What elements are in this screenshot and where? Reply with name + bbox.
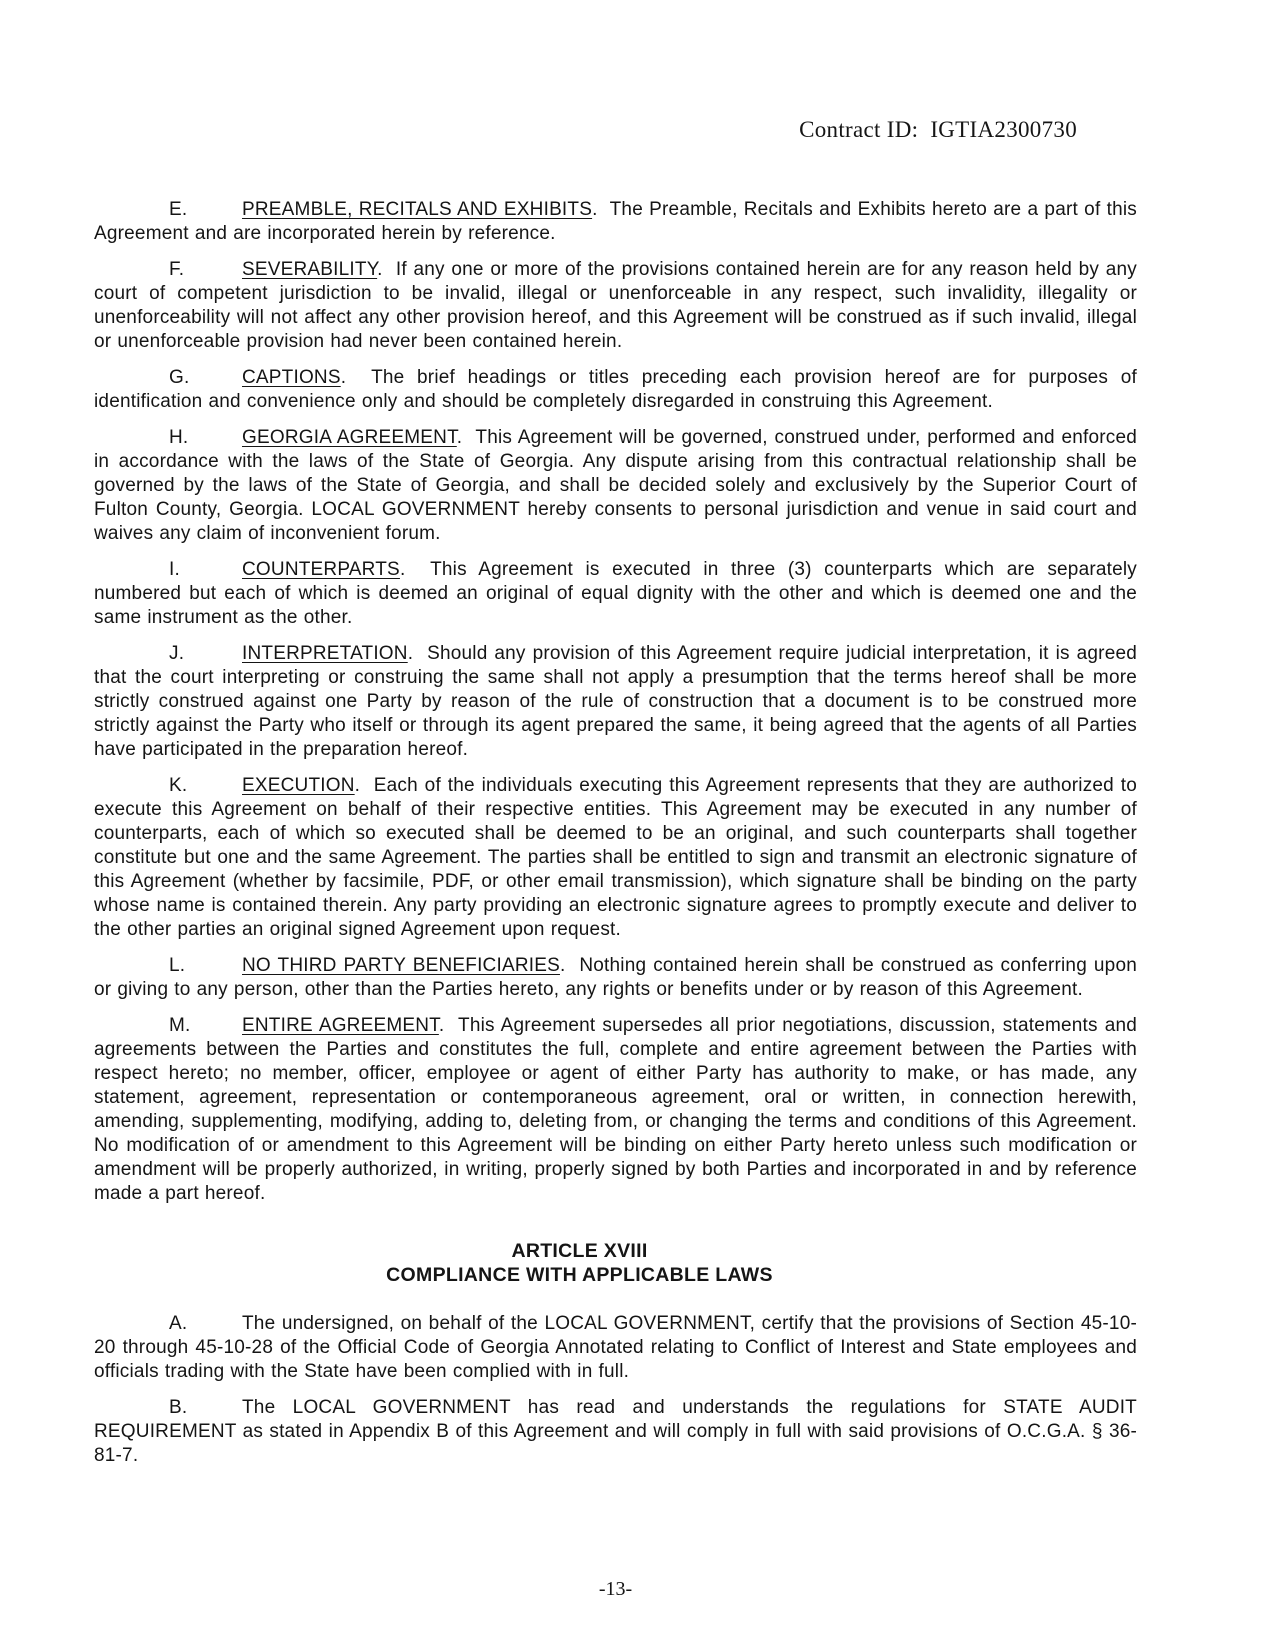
- clause-letter: G.: [169, 367, 190, 388]
- clause-heading: EXECUTION: [242, 775, 355, 796]
- clause-paragraph: B. The LOCAL GOVERNMENT has read and understands the regulations for STATE AUDIT REQUIREMENT as stated in Appendix B of this Agreement and will comply in full with said provisions of O.C.G.A. § 36-81-7.: [94, 1397, 1137, 1466]
- clause-letter: B.: [169, 1397, 188, 1418]
- clause-heading: GEORGIA AGREEMENT: [242, 427, 457, 448]
- clause-paragraph: M. ENTIRE AGREEMENT. This Agreement supersedes all prior negotiations, discussion, statements and agreements between the Parties and constitutes the full, complete and entire agreement between the Parties with respect hereto; no member, officer, employee or agent of either Party has authority to make, or has made, any statement, agreement, representation or contemporaneous agreement, oral or written, in connection herewith, amending, supplementing, modifying, adding to, deleting from, or changing the terms and conditions of this Agreement. No modification of or amendment to this Agreement will be binding on either Party hereto unless such modification or amendment will be properly authorized, in writing, properly signed by both Parties and incorporated in and by reference made a part hereof.: [94, 1015, 1137, 1204]
- clause-letter: H.: [169, 427, 189, 448]
- clause-heading: CAPTIONS: [242, 367, 341, 388]
- clause-paragraph: E. PREAMBLE, RECITALS AND EXHIBITS. The Preamble, Recitals and Exhibits hereto are a part of this Agreement and are incorporated herein by reference.: [94, 199, 1137, 244]
- clause-paragraph: F. SEVERABILITY. If any one or more of the provisions contained herein are for any reason held by any court of competent jurisdiction to be invalid, illegal or unenforceable in any respect, such invalidity, illegality or unenforceability will not affect any other provision hereof, and this Agreement will be construed as if such invalid, illegal or unenforceable provision had never been contained herein.: [94, 259, 1137, 352]
- article-subtitle: COMPLIANCE WITH APPLICABLE LAWS: [386, 1264, 773, 1286]
- clause-paragraph: A. The undersigned, on behalf of the LOCAL GOVERNMENT, certify that the provisions of Section 45-10-20 through 45-10-28 of the Official Code of Georgia Annotated relating to Conflict of Interest and State employees and officials trading with the State have been complied with in full.: [94, 1313, 1137, 1382]
- clause-heading: SEVERABILITY: [242, 259, 378, 280]
- clause-heading: NO THIRD PARTY BENEFICIARIES: [242, 955, 560, 976]
- article-title: ARTICLE XVIII: [511, 1240, 648, 1262]
- clause-paragraph: H. GEORGIA AGREEMENT. This Agreement will be governed, construed under, performed and enforced in accordance with the laws of the State of Georgia. Any dispute arising from this contractual relationship shall be governed by the laws of the State of Georgia, and shall be decided solely and exclusively by the Superior Court of Fulton County, Georgia. LOCAL GOVERNMENT hereby consents to personal jurisdiction and venue in said court and waives any claim of inconvenient forum.: [94, 427, 1138, 544]
- clause-paragraph: K. EXECUTION. Each of the individuals executing this Agreement represents that they are authorized to execute this Agreement on behalf of their respective entities. This Agreement may be executed in any number of counterparts, each of which so executed shall be deemed to be an original, and such counterparts shall together constitute but one and the same Agreement. The parties shall be entitled to sign and transmit an electronic signature of this Agreement (whether by facsimile, PDF, or other email transmission), which signature shall be binding on the party whose name is contained therein. Any party providing an electronic signature agrees to promptly execute and deliver to the other parties an original signed Agreement upon request.: [94, 775, 1137, 940]
- contract-id-line: [94, 116, 1137, 144]
- clause-letter: E.: [169, 199, 188, 220]
- page-number: -13-: [598, 1578, 633, 1600]
- article-heading-block: [58, 1239, 1101, 1287]
- clause-paragraph: G. CAPTIONS. The brief headings or titles preceding each provision hereof are for purposes of identification and convenience only and should be completely disregarded in construing this Agreement.: [94, 367, 1137, 412]
- general-provisions-clauses: [94, 198, 1137, 1206]
- clause-paragraph: L. NO THIRD PARTY BENEFICIARIES. Nothing contained herein shall be construed as conferring upon or giving to any person, other than the Parties hereto, any rights or benefits under or by reason of this Agreement.: [94, 955, 1137, 1000]
- clause-letter: J.: [169, 643, 185, 664]
- contract-id-label: Contract ID:: [799, 117, 919, 142]
- clause-heading: ENTIRE AGREEMENT: [242, 1015, 439, 1036]
- clause-heading: PREAMBLE, RECITALS AND EXHIBITS: [242, 199, 593, 220]
- clause-heading: INTERPRETATION: [242, 643, 408, 664]
- clause-letter: I.: [169, 559, 180, 580]
- clause-paragraph: I. COUNTERPARTS. This Agreement is executed in three (3) counterparts which are separately numbered but each of which is deemed an original of equal dignity with the other and which is deemed one and the same instrument as the other.: [94, 559, 1138, 628]
- contract-id-value: IGTIA2300730: [930, 117, 1077, 142]
- clause-heading: COUNTERPARTS: [242, 559, 400, 580]
- clause-letter: F.: [169, 259, 185, 280]
- clause-paragraph: J. INTERPRETATION. Should any provision of this Agreement require judicial interpretation, it is agreed that the court interpreting or construing the same shall not apply a presumption that the terms hereof shall be more strictly construed against one Party by reason of the rule of construction that a document is to be construed more strictly against the Party who itself or through its agent prepared the same, it being agreed that the agents of all Parties have participated in the preparation hereof.: [94, 643, 1137, 760]
- clause-letter: A.: [169, 1313, 188, 1334]
- clause-letter: L.: [169, 955, 186, 976]
- clause-letter: K.: [169, 775, 188, 796]
- clause-letter: M.: [169, 1015, 191, 1036]
- article-xviii-clauses: [94, 1312, 1137, 1468]
